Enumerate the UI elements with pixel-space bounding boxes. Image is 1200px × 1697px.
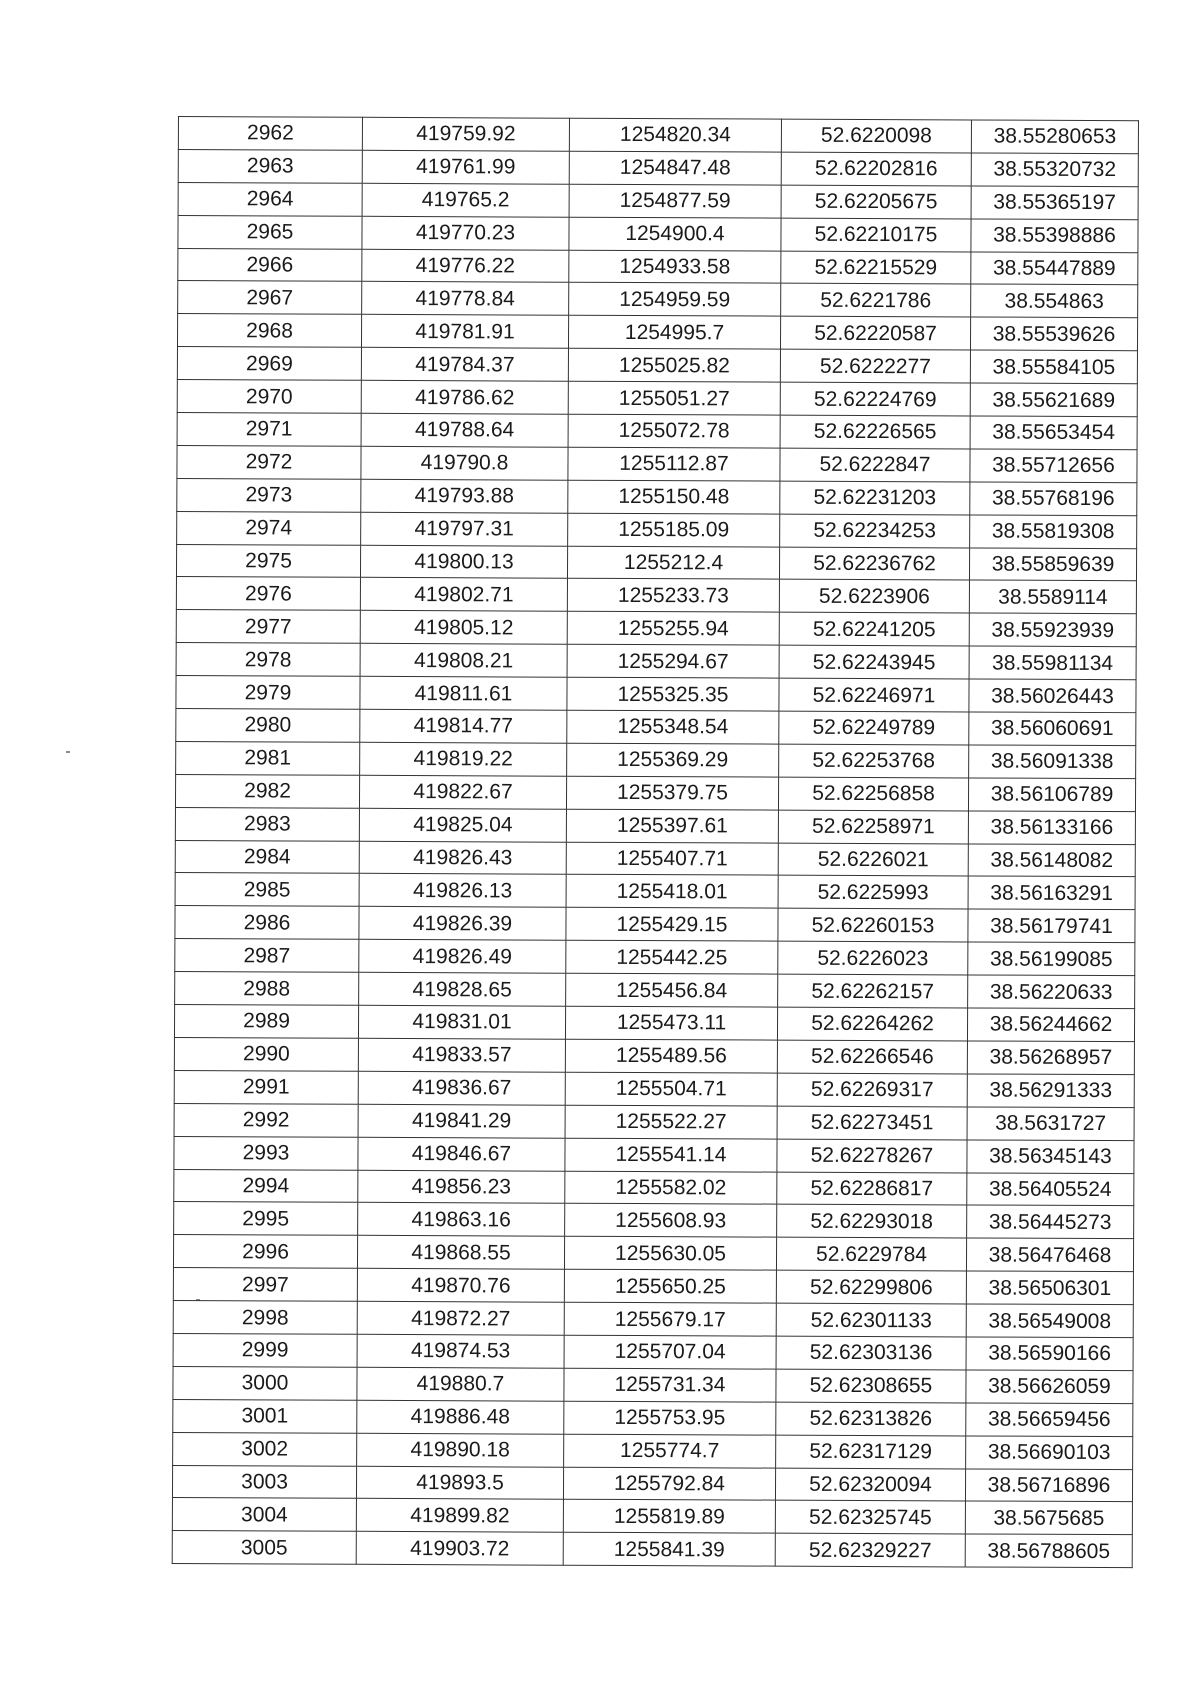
table-row — [175, 774, 1135, 811]
x-coordinate-cell: 419805.12 — [360, 611, 567, 645]
point-number-cell: 2980 — [176, 709, 360, 743]
x-coordinate-cell: 419788.64 — [361, 413, 568, 447]
latitude-cell: 52.62269317 — [777, 1073, 967, 1107]
coordinates-table-body — [172, 117, 1138, 1568]
y-coordinate-cell: 1255112.87 — [568, 447, 780, 481]
coordinates-table-wrapper — [172, 116, 1138, 1568]
latitude-cell: 52.62320094 — [775, 1468, 965, 1502]
y-coordinate-cell: 1255418.01 — [566, 875, 778, 909]
y-coordinate-cell: 1255679.17 — [564, 1302, 776, 1336]
latitude-cell: 52.6220098 — [781, 119, 971, 153]
point-number-cell: 3002 — [173, 1432, 357, 1466]
y-coordinate-cell: 1255541.14 — [565, 1138, 777, 1172]
y-coordinate-cell: 1254877.59 — [569, 184, 781, 218]
y-coordinate-cell: 1254933.58 — [569, 250, 781, 284]
point-number-cell: 2967 — [178, 281, 362, 315]
latitude-cell: 52.62224769 — [780, 382, 970, 416]
y-coordinate-cell: 1255650.25 — [564, 1269, 776, 1303]
point-number-cell: 2975 — [176, 544, 360, 578]
longitude-cell: 38.55447889 — [971, 252, 1138, 286]
x-coordinate-cell: 419826.43 — [359, 841, 566, 875]
x-coordinate-cell: 419890.18 — [357, 1433, 564, 1467]
table-row — [174, 1037, 1134, 1074]
x-coordinate-cell: 419770.23 — [362, 216, 569, 250]
latitude-cell: 52.62256858 — [778, 777, 968, 811]
longitude-cell: 38.56163291 — [968, 876, 1135, 910]
latitude-cell: 52.62202816 — [781, 152, 971, 186]
point-number-cell: 3001 — [173, 1399, 357, 1433]
longitude-cell: 38.56549008 — [966, 1304, 1133, 1338]
point-number-cell: 2999 — [173, 1333, 357, 1367]
latitude-cell: 52.62215529 — [781, 251, 971, 285]
longitude-cell: 38.56506301 — [966, 1271, 1133, 1305]
y-coordinate-cell: 1255429.15 — [566, 908, 778, 942]
longitude-cell: 38.56133166 — [968, 811, 1135, 845]
x-coordinate-cell: 419790.8 — [361, 446, 568, 480]
y-coordinate-cell: 1255774.7 — [564, 1434, 776, 1468]
point-number-cell: 3003 — [172, 1465, 356, 1499]
point-number-cell: 2966 — [178, 248, 362, 282]
latitude-cell: 52.6222847 — [780, 448, 970, 482]
y-coordinate-cell: 1255051.27 — [568, 381, 780, 415]
longitude-cell: 38.56590166 — [966, 1337, 1133, 1371]
point-number-cell: 2964 — [178, 182, 362, 216]
point-number-cell: 2965 — [178, 215, 362, 249]
latitude-cell: 52.62253768 — [779, 744, 969, 778]
latitude-cell: 52.62226565 — [780, 415, 970, 449]
longitude-cell: 38.56060691 — [969, 712, 1136, 746]
table-row — [175, 972, 1135, 1009]
x-coordinate-cell: 419899.82 — [356, 1499, 563, 1533]
y-coordinate-cell: 1255369.29 — [567, 743, 779, 777]
point-number-cell: 2985 — [175, 873, 359, 907]
x-coordinate-cell: 419826.49 — [359, 940, 566, 974]
y-coordinate-cell: 1255233.73 — [567, 579, 779, 613]
point-number-cell: 3000 — [173, 1366, 357, 1400]
x-coordinate-cell: 419811.61 — [360, 676, 567, 710]
latitude-cell: 52.62205675 — [781, 185, 971, 219]
x-coordinate-cell: 419765.2 — [362, 183, 569, 217]
y-coordinate-cell: 1255150.48 — [568, 480, 780, 514]
longitude-cell: 38.55280653 — [971, 120, 1138, 154]
x-coordinate-cell: 419833.57 — [358, 1038, 565, 1072]
x-coordinate-cell: 419886.48 — [357, 1400, 564, 1434]
longitude-cell: 38.56716896 — [965, 1468, 1132, 1502]
table-row — [177, 413, 1137, 450]
point-number-cell: 2991 — [174, 1070, 358, 1104]
point-number-cell: 2989 — [174, 1005, 358, 1039]
point-number-cell: 3004 — [172, 1498, 356, 1532]
table-row — [172, 1465, 1132, 1502]
table-row — [177, 380, 1137, 417]
longitude-cell: 38.56268957 — [967, 1041, 1134, 1075]
longitude-cell: 38.55621689 — [970, 383, 1137, 417]
point-number-cell: 2987 — [175, 939, 359, 973]
point-number-cell: 2984 — [175, 840, 359, 874]
table-row — [172, 1531, 1132, 1568]
latitude-cell: 52.62301133 — [776, 1303, 966, 1337]
table-row — [176, 709, 1136, 746]
point-number-cell: 2997 — [173, 1268, 357, 1302]
point-number-cell: 2973 — [177, 478, 361, 512]
x-coordinate-cell: 419893.5 — [356, 1466, 563, 1500]
table-row — [174, 1136, 1134, 1173]
latitude-cell: 52.62264262 — [777, 1007, 967, 1041]
latitude-cell: 52.62317129 — [776, 1435, 966, 1469]
latitude-cell: 52.62210175 — [781, 218, 971, 252]
table-row — [173, 1268, 1133, 1305]
y-coordinate-cell: 1254847.48 — [569, 151, 781, 185]
point-number-cell: 2963 — [178, 149, 362, 183]
longitude-cell: 38.55981134 — [969, 646, 1136, 680]
point-number-cell: 2976 — [176, 577, 360, 611]
longitude-cell: 38.55584105 — [970, 350, 1137, 384]
table-row — [175, 840, 1135, 877]
y-coordinate-cell: 1254995.7 — [568, 316, 780, 350]
y-coordinate-cell: 1255442.25 — [566, 940, 778, 974]
y-coordinate-cell: 1255489.56 — [565, 1039, 777, 1073]
y-coordinate-cell: 1255630.05 — [564, 1236, 776, 1270]
y-coordinate-cell: 1255473.11 — [565, 1006, 777, 1040]
table-row — [176, 643, 1136, 680]
x-coordinate-cell: 419874.53 — [357, 1334, 564, 1368]
longitude-cell: 38.56476468 — [966, 1238, 1133, 1272]
longitude-cell: 38.56291333 — [967, 1074, 1134, 1108]
point-number-cell: 2972 — [177, 445, 361, 479]
point-number-cell: 2995 — [174, 1202, 358, 1236]
latitude-cell: 52.62234253 — [780, 514, 970, 548]
point-number-cell: 2988 — [175, 972, 359, 1006]
latitude-cell: 52.62236762 — [779, 547, 969, 581]
longitude-cell: 38.5675685 — [965, 1501, 1132, 1535]
longitude-cell: 38.55859639 — [969, 548, 1136, 582]
x-coordinate-cell: 419841.29 — [358, 1104, 565, 1138]
table-row — [175, 807, 1135, 844]
table-row — [176, 610, 1136, 647]
longitude-cell: 38.5631727 — [967, 1107, 1134, 1141]
longitude-cell: 38.554863 — [971, 284, 1138, 318]
point-number-cell: 2968 — [177, 314, 361, 348]
x-coordinate-cell: 419778.84 — [362, 282, 569, 316]
table-row — [178, 248, 1138, 285]
x-coordinate-cell: 419826.13 — [359, 874, 566, 908]
longitude-cell: 38.56179741 — [968, 909, 1135, 943]
latitude-cell: 52.62325745 — [775, 1501, 965, 1535]
table-row — [177, 445, 1137, 482]
longitude-cell: 38.56199085 — [968, 942, 1135, 976]
x-coordinate-cell: 419759.92 — [362, 117, 569, 151]
latitude-cell: 52.6221786 — [781, 284, 971, 318]
longitude-cell: 38.55768196 — [970, 482, 1137, 516]
table-row — [178, 281, 1138, 318]
y-coordinate-cell: 1255072.78 — [568, 414, 780, 448]
table-row — [177, 511, 1137, 548]
x-coordinate-cell: 419793.88 — [361, 479, 568, 513]
y-coordinate-cell: 1255456.84 — [566, 973, 778, 1007]
latitude-cell: 52.62249789 — [779, 711, 969, 745]
latitude-cell: 52.62246971 — [779, 678, 969, 712]
point-number-cell: 2983 — [175, 807, 359, 841]
latitude-cell: 52.6226023 — [778, 941, 968, 975]
point-number-cell: 2982 — [175, 774, 359, 808]
longitude-cell: 38.55539626 — [970, 317, 1137, 351]
longitude-cell: 38.56148082 — [968, 844, 1135, 878]
point-number-cell: 2981 — [176, 741, 360, 775]
x-coordinate-cell: 419797.31 — [361, 512, 568, 546]
x-coordinate-cell: 419872.27 — [357, 1301, 564, 1335]
x-coordinate-cell: 419870.76 — [357, 1268, 564, 1302]
x-coordinate-cell: 419826.39 — [359, 907, 566, 941]
point-number-cell: 2994 — [174, 1169, 358, 1203]
x-coordinate-cell: 419808.21 — [360, 644, 567, 678]
latitude-cell: 52.62273451 — [777, 1106, 967, 1140]
y-coordinate-cell: 1255707.04 — [564, 1335, 776, 1369]
point-number-cell: 2974 — [177, 511, 361, 545]
longitude-cell: 38.56405524 — [967, 1172, 1134, 1206]
longitude-cell: 38.56244662 — [967, 1008, 1134, 1042]
longitude-cell: 38.5589114 — [969, 580, 1136, 614]
y-coordinate-cell: 1255407.71 — [566, 842, 778, 876]
latitude-cell: 52.62262157 — [778, 974, 968, 1008]
longitude-cell: 38.56106789 — [968, 778, 1135, 812]
longitude-cell: 38.55320732 — [971, 153, 1138, 187]
latitude-cell: 52.62266546 — [777, 1040, 967, 1074]
longitude-cell: 38.56659456 — [966, 1403, 1133, 1437]
point-number-cell: 2986 — [175, 906, 359, 940]
point-number-cell: 2977 — [176, 610, 360, 644]
x-coordinate-cell: 419786.62 — [361, 380, 568, 414]
latitude-cell: 52.62286817 — [777, 1172, 967, 1206]
point-number-cell: 2979 — [176, 676, 360, 710]
longitude-cell: 38.56026443 — [969, 679, 1136, 713]
x-coordinate-cell: 419863.16 — [358, 1203, 565, 1237]
x-coordinate-cell: 419761.99 — [362, 150, 569, 184]
latitude-cell: 52.62313826 — [776, 1402, 966, 1436]
point-number-cell: 2996 — [173, 1235, 357, 1269]
table-row — [174, 1103, 1134, 1140]
latitude-cell: 52.6226021 — [778, 843, 968, 877]
point-number-cell: 2969 — [177, 347, 361, 381]
table-row — [173, 1432, 1133, 1469]
scan-speck — [66, 751, 70, 753]
y-coordinate-cell: 1254959.59 — [569, 283, 781, 317]
table-row — [177, 347, 1137, 384]
point-number-cell: 2990 — [174, 1037, 358, 1071]
longitude-cell: 38.56788605 — [965, 1534, 1132, 1568]
x-coordinate-cell: 419903.72 — [356, 1532, 563, 1566]
latitude-cell: 52.6225993 — [778, 876, 968, 910]
latitude-cell: 52.62308655 — [776, 1369, 966, 1403]
latitude-cell: 52.62241205 — [779, 612, 969, 646]
longitude-cell: 38.55923939 — [969, 613, 1136, 647]
y-coordinate-cell: 1255212.4 — [567, 546, 779, 580]
x-coordinate-cell: 419836.67 — [358, 1071, 565, 1105]
latitude-cell: 52.6229784 — [776, 1237, 966, 1271]
x-coordinate-cell: 419784.37 — [361, 348, 568, 382]
table-row — [173, 1301, 1133, 1338]
x-coordinate-cell: 419825.04 — [359, 808, 566, 842]
y-coordinate-cell: 1255025.82 — [568, 348, 780, 382]
table-row — [178, 182, 1138, 219]
latitude-cell: 52.6223906 — [779, 580, 969, 614]
y-coordinate-cell: 1254900.4 — [569, 217, 781, 251]
y-coordinate-cell: 1255819.89 — [563, 1500, 775, 1534]
x-coordinate-cell: 419814.77 — [360, 709, 567, 743]
y-coordinate-cell: 1255379.75 — [566, 776, 778, 810]
x-coordinate-cell: 419781.91 — [361, 315, 568, 349]
table-row — [178, 215, 1138, 252]
longitude-cell: 38.56220633 — [968, 975, 1135, 1009]
x-coordinate-cell: 419828.65 — [359, 972, 566, 1006]
latitude-cell: 52.62293018 — [777, 1205, 967, 1239]
table-row — [174, 1005, 1134, 1042]
longitude-cell: 38.55398886 — [971, 219, 1138, 253]
y-coordinate-cell: 1255522.27 — [565, 1105, 777, 1139]
x-coordinate-cell: 419776.22 — [362, 249, 569, 283]
point-number-cell: 2962 — [178, 117, 362, 151]
y-coordinate-cell: 1255397.61 — [566, 809, 778, 843]
table-row — [176, 676, 1136, 713]
longitude-cell: 38.55819308 — [970, 515, 1137, 549]
longitude-cell: 38.56690103 — [966, 1436, 1133, 1470]
latitude-cell: 52.62299806 — [776, 1270, 966, 1304]
y-coordinate-cell: 1255255.94 — [567, 612, 779, 646]
latitude-cell: 52.6222277 — [780, 349, 970, 383]
table-row — [173, 1235, 1133, 1272]
y-coordinate-cell: 1255608.93 — [565, 1204, 777, 1238]
point-number-cell: 2971 — [177, 413, 361, 447]
x-coordinate-cell: 419831.01 — [358, 1005, 565, 1039]
table-row — [178, 117, 1138, 154]
point-number-cell: 2970 — [177, 380, 361, 414]
table-row — [174, 1070, 1134, 1107]
x-coordinate-cell: 419802.71 — [360, 578, 567, 612]
x-coordinate-cell: 419856.23 — [358, 1170, 565, 1204]
point-number-cell: 3005 — [172, 1531, 356, 1565]
table-row — [178, 149, 1138, 186]
y-coordinate-cell: 1255792.84 — [563, 1467, 775, 1501]
latitude-cell: 52.62258971 — [778, 810, 968, 844]
table-row — [176, 544, 1136, 581]
y-coordinate-cell: 1255294.67 — [567, 644, 779, 678]
longitude-cell: 38.56626059 — [966, 1370, 1133, 1404]
table-row — [177, 314, 1137, 351]
x-coordinate-cell: 419819.22 — [360, 742, 567, 776]
table-row — [173, 1399, 1133, 1436]
x-coordinate-cell: 419822.67 — [359, 775, 566, 809]
table-row — [176, 741, 1136, 778]
longitude-cell: 38.56445273 — [967, 1205, 1134, 1239]
x-coordinate-cell: 419846.67 — [358, 1137, 565, 1171]
table-row — [176, 577, 1136, 614]
point-number-cell: 2978 — [176, 643, 360, 677]
table-row — [174, 1202, 1134, 1239]
table-row — [175, 939, 1135, 976]
point-number-cell: 2992 — [174, 1103, 358, 1137]
y-coordinate-cell: 1255348.54 — [567, 710, 779, 744]
latitude-cell: 52.62243945 — [779, 645, 969, 679]
coordinates-table — [172, 116, 1139, 1568]
y-coordinate-cell: 1255753.95 — [564, 1401, 776, 1435]
table-row — [174, 1169, 1134, 1206]
table-row — [177, 478, 1137, 515]
x-coordinate-cell: 419800.13 — [360, 545, 567, 579]
y-coordinate-cell: 1255185.09 — [568, 513, 780, 547]
longitude-cell: 38.55365197 — [971, 186, 1138, 220]
latitude-cell: 52.62231203 — [780, 481, 970, 515]
y-coordinate-cell: 1255731.34 — [564, 1368, 776, 1402]
point-number-cell: 2998 — [173, 1301, 357, 1335]
longitude-cell: 38.56091338 — [969, 745, 1136, 779]
table-row — [175, 906, 1135, 943]
latitude-cell: 52.62329227 — [775, 1533, 965, 1567]
y-coordinate-cell: 1255841.39 — [563, 1532, 775, 1566]
x-coordinate-cell: 419868.55 — [357, 1236, 564, 1270]
latitude-cell: 52.62260153 — [778, 909, 968, 943]
table-row — [175, 873, 1135, 910]
y-coordinate-cell: 1255582.02 — [565, 1171, 777, 1205]
longitude-cell: 38.55712656 — [970, 449, 1137, 483]
table-row — [173, 1333, 1133, 1370]
latitude-cell: 52.62278267 — [777, 1139, 967, 1173]
latitude-cell: 52.62303136 — [776, 1336, 966, 1370]
y-coordinate-cell: 1255325.35 — [567, 677, 779, 711]
latitude-cell: 52.62220587 — [780, 316, 970, 350]
y-coordinate-cell: 1254820.34 — [569, 118, 781, 152]
longitude-cell: 38.55653454 — [970, 416, 1137, 450]
table-row — [173, 1366, 1133, 1403]
x-coordinate-cell: 419880.7 — [357, 1367, 564, 1401]
y-coordinate-cell: 1255504.71 — [565, 1072, 777, 1106]
point-number-cell: 2993 — [174, 1136, 358, 1170]
table-row — [172, 1498, 1132, 1535]
longitude-cell: 38.56345143 — [967, 1140, 1134, 1174]
